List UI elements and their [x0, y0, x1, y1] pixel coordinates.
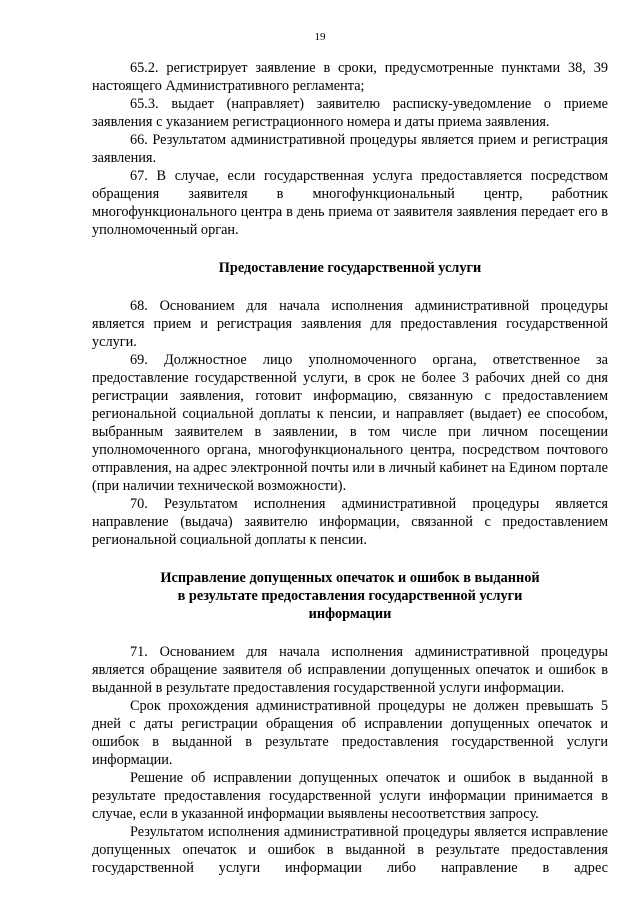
paragraph-69: 69. Должностное лицо уполномоченного органа, ответственное за предоставление государственной услуги, в срок не более 3 рабочих дней со дня регистрации заявления, готовит информацию, связанную с предоставлением региональной социальной доплаты к пенсии, и направляет (выдает) ее способом, выбранным заявителем в заявлении, в том числе при личном посещении уполномоченного органа, многофункционального центра, посредством почтового отправления, на адрес электронной почты или в личный кабинет на Едином портале (при наличии технической возможности).	[92, 352, 608, 494]
paragraph-deadline: Срок прохождения административной процедуры не должен превышать 5 дней с даты регистрации обращения об исправлении допущенных опечаток и ошибок в выданной в результате предоставления государственной услуги информации.	[92, 698, 608, 768]
paragraph-70: 70. Результатом исполнения административной процедуры является направление (выдача) заявителю информации, связанной с предоставлением региональной социальной доплаты к пенсии.	[92, 496, 608, 548]
paragraph-65-2: 65.2. регистрирует заявление в сроки, предусмотренные пунктами 38, 39 настоящего Административного регламента;	[92, 60, 608, 94]
document-body	[92, 59, 608, 877]
section-heading-service-provision: Предоставление государственной услуги	[218, 260, 482, 276]
heading-line: информации	[308, 606, 392, 622]
paragraph-68: 68. Основанием для начала исполнения административной процедуры является прием и регистрация заявления для предоставления государственной услуги.	[92, 298, 608, 350]
paragraph-decision: Решение об исправлении допущенных опечаток и ошибок в выданной в результате предоставления государственной услуги информации принимается в случае, если в указанной информации выявлены несоответствия запросу.	[92, 770, 608, 822]
section-heading-corrections	[92, 569, 608, 623]
paragraph-66: 66. Результатом административной процедуры является прием и регистрация заявления.	[92, 132, 608, 166]
paragraph-65-3: 65.3. выдает (направляет) заявителю расписку-уведомление о приеме заявления с указанием регистрационного номера и даты приема заявления.	[92, 96, 608, 130]
page-number: 19	[314, 31, 326, 43]
paragraph-result: Результатом исполнения административной процедуры является исправление допущенных опечаток и ошибок в выданной в результате предоставления государственной услуги информации либо направление в адрес	[92, 824, 608, 876]
paragraph-67: 67. В случае, если государственная услуга предоставляется посредством обращения заявителя в многофункциональный центр, работник многофункционального центра в день приема от заявителя заявления передает его в уполномоченный орган.	[92, 168, 608, 238]
heading-line: Исправление допущенных опечаток и ошибок в выданной	[160, 570, 540, 586]
heading-line: в результате предоставления государственной услуги	[177, 588, 523, 604]
paragraph-71: 71. Основанием для начала исполнения административной процедуры является обращение заявителя об исправлении допущенных опечаток и ошибок в выданной в результате предоставления государственной услуги информации.	[92, 644, 608, 696]
